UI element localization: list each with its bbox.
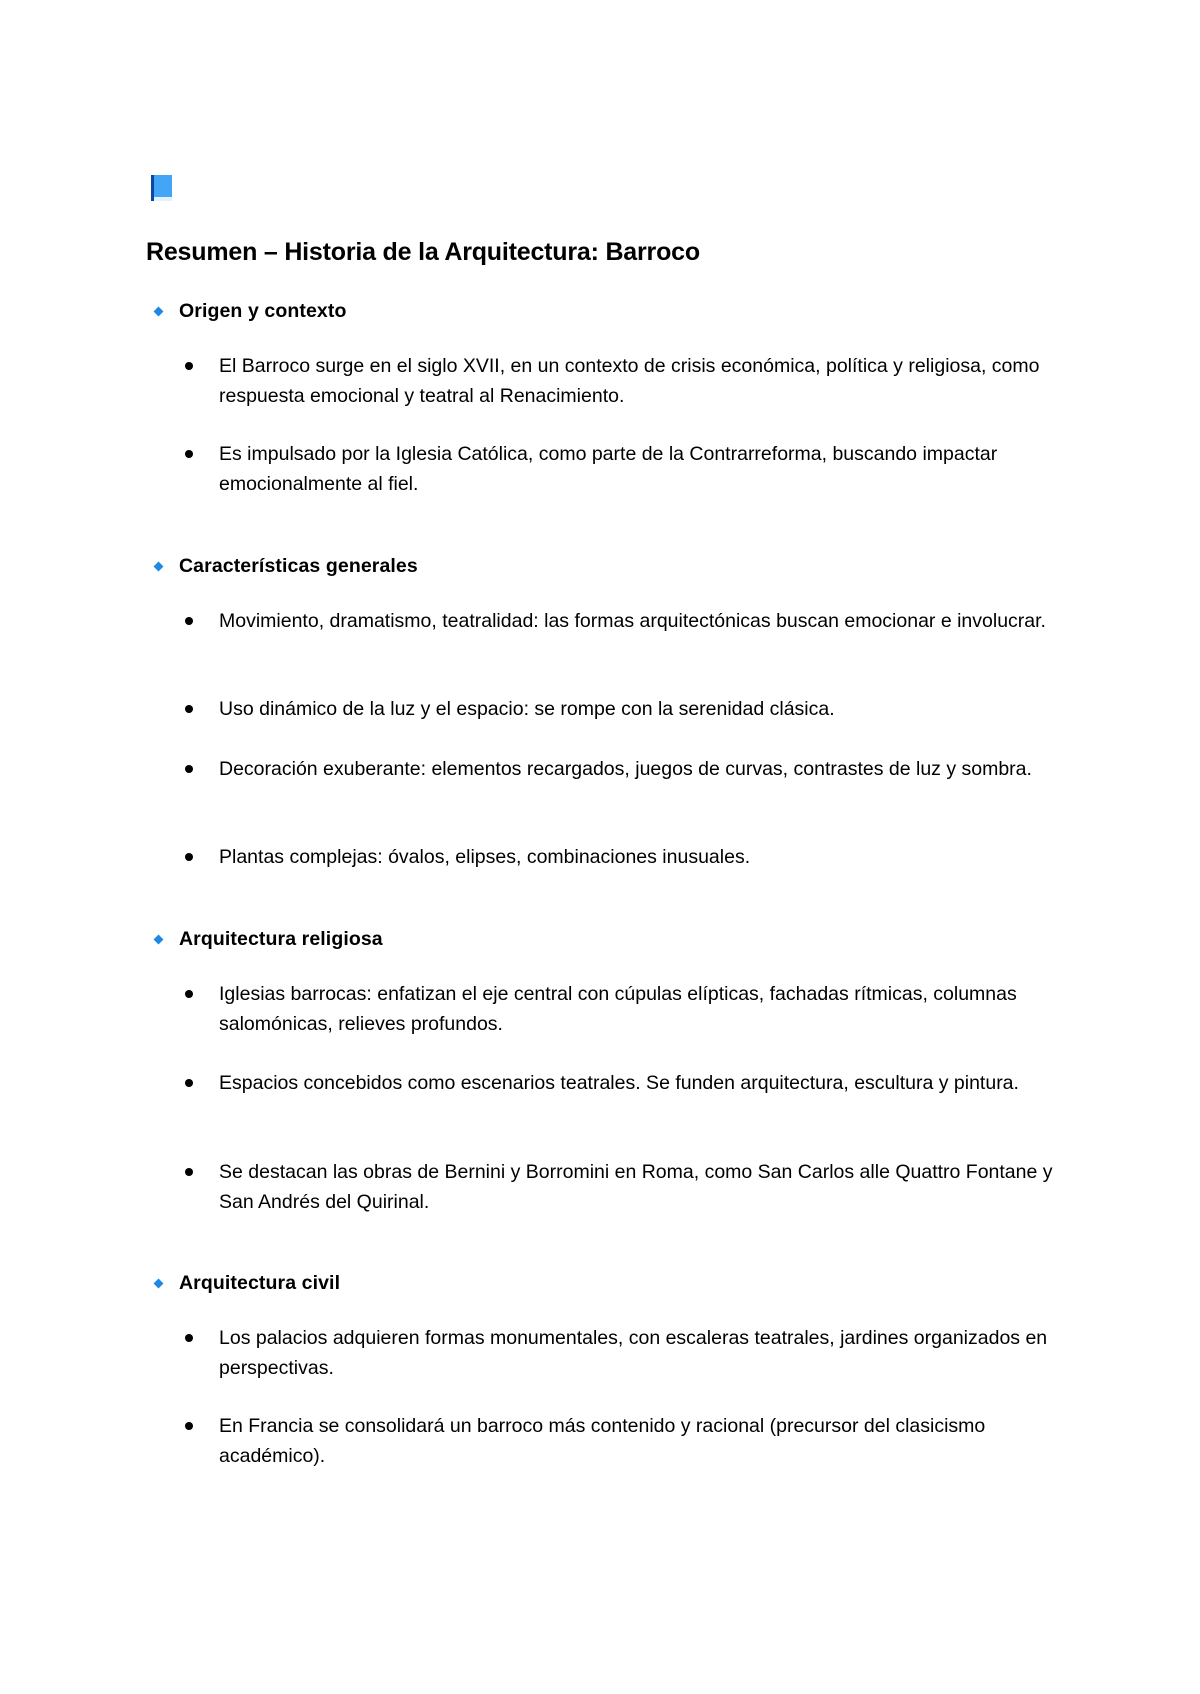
list-item-text: El Barroco surge en el siglo XVII, en un contexto de crisis económica, política y religiosa, como respuesta emocional y teatral al Renacimiento. [219,355,1040,407]
section-heading [152,552,418,580]
list-item-text: Plantas complejas: óvalos, elipses, combinaciones inusuales. [219,846,751,868]
diamond-bullet-icon [154,1278,164,1288]
section-heading [152,297,346,325]
list-item-text: Los palacios adquieren formas monumentales, con escaleras teatrales, jardines organizados en perspectivas. [219,1327,1048,1379]
blue-book-icon [148,174,174,202]
bullet-dot-icon [185,617,193,625]
section-heading-text: Características generales [179,555,418,577]
diamond-bullet-icon [154,934,164,944]
list-item-text: En Francia se consolidará un barroco más contenido y racional (precursor del clasicismo académico). [219,1415,986,1467]
section-heading-text: Arquitectura religiosa [179,928,383,950]
list-item-text: Se destacan las obras de Bernini y Borromini en Roma, como San Carlos alle Quattro Fontane y San Andrés del Quirinal. [219,1161,1053,1213]
bullet-dot-icon [185,990,193,998]
bullet-dot-icon [185,705,193,713]
bullet-dot-icon [185,1079,193,1087]
bullet-dot-icon [185,450,193,458]
section-heading [152,925,383,953]
bullet-dot-icon [185,853,193,861]
bullet-dot-icon [185,362,193,370]
list-item-text: Es impulsado por la Iglesia Católica, como parte de la Contrarreforma, buscando impactar emocionalmente al fiel. [219,443,998,495]
document-title: Resumen – Historia de la Arquitectura: Barroco [146,238,700,266]
bullet-dot-icon [185,1422,193,1430]
diamond-bullet-icon [154,306,164,316]
section-heading-text: Arquitectura civil [179,1272,341,1294]
section-heading [152,1269,340,1297]
list-item-text: Movimiento, dramatismo, teatralidad: las formas arquitectónicas buscan emocionar e involucrar. [219,610,1046,632]
bullet-dot-icon [185,765,193,773]
list-item-text: Espacios concebidos como escenarios teatrales. Se funden arquitectura, escultura y pintura. [219,1072,1019,1094]
list-item-text: Uso dinámico de la luz y el espacio: se rompe con la serenidad clásica. [219,698,835,720]
bullet-dot-icon [185,1334,193,1342]
section-heading-text: Origen y contexto [179,300,347,322]
bullet-dot-icon [185,1168,193,1176]
diamond-bullet-icon [154,561,164,571]
list-item-text: Decoración exuberante: elementos recargados, juegos de curvas, contrastes de luz y sombra. [219,758,1032,780]
list-item-text: Iglesias barrocas: enfatizan el eje central con cúpulas elípticas, fachadas rítmicas, columnas salomónicas, relieves profundos. [219,983,1017,1035]
